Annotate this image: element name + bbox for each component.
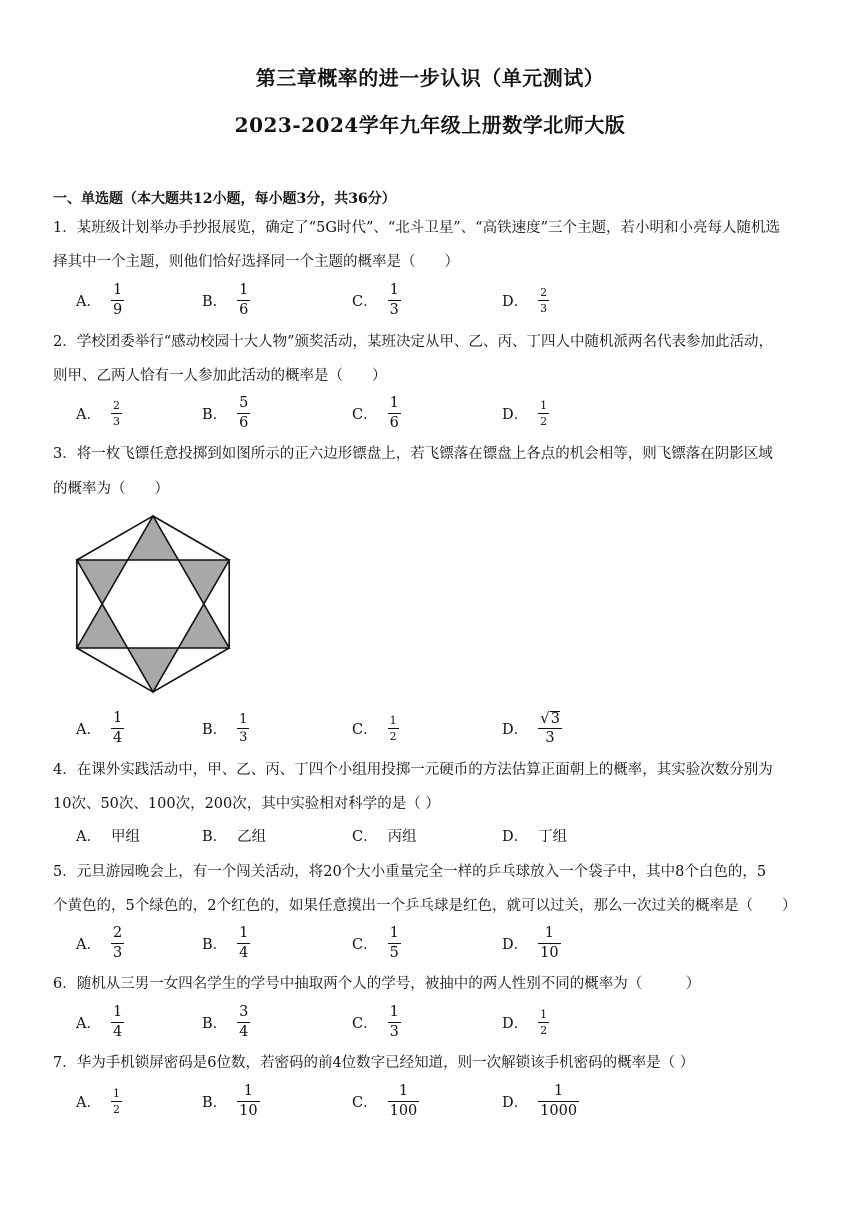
hexagon-dartboard-figure	[70, 512, 240, 696]
option-letter: D．	[502, 1015, 529, 1032]
option-text: 丁组	[538, 828, 568, 845]
denominator: 100	[389, 1102, 418, 1119]
question-6-line-1: 6．随机从三男一女四名学生的学号中抽取两个人的学号，被抽中的两人性别不同的概率为（ ）	[53, 976, 701, 992]
option-d[interactable]	[502, 923, 561, 963]
option-letter: A．	[76, 406, 101, 423]
question-6-options	[76, 1002, 776, 1042]
option-c[interactable]	[352, 923, 401, 963]
question-2-line-2: 则甲、乙两人恰有一人参加此活动的概率是（ ）	[53, 368, 387, 384]
shaded-triangle	[77, 560, 128, 604]
option-text: 乙组	[237, 828, 267, 845]
fraction	[538, 1009, 549, 1036]
option-d[interactable]	[502, 708, 562, 748]
denominator: 5	[389, 944, 399, 961]
question-2-options	[76, 393, 776, 433]
option-a[interactable]	[76, 393, 122, 433]
fraction	[237, 713, 249, 744]
question-4-options	[76, 815, 776, 855]
option-letter: A．	[76, 1015, 101, 1032]
option-b[interactable]	[202, 1081, 260, 1121]
fraction	[111, 283, 124, 317]
denominator: 1000	[540, 1102, 578, 1119]
denominator: 3	[112, 944, 123, 961]
fraction	[237, 1084, 259, 1118]
fraction	[388, 715, 399, 742]
shaded-triangle	[77, 604, 128, 648]
denominator: 2	[112, 1102, 120, 1116]
option-d[interactable]	[502, 393, 549, 433]
option-letter: B．	[202, 828, 228, 845]
option-b[interactable]	[202, 1002, 250, 1042]
option-a[interactable]	[76, 1002, 124, 1042]
question-4-line-1: 4．在课外实践活动中，甲、乙、丙、丁四个小组用投掷一元硬币的方法估算正面朝上的概率，其实验次数分别为	[53, 762, 773, 778]
fraction	[237, 926, 250, 960]
option-letter: A．	[76, 936, 101, 953]
fraction	[538, 711, 562, 746]
option-d[interactable]	[502, 1002, 549, 1042]
option-text: 丙组	[387, 828, 417, 845]
radicand: 3	[550, 710, 560, 727]
numerator: 1	[544, 925, 554, 941]
option-letter: C．	[352, 1015, 378, 1032]
option-a[interactable]	[76, 1081, 122, 1121]
question-1-options	[76, 280, 776, 320]
denominator: 4	[239, 944, 249, 961]
denominator: 3	[389, 1023, 399, 1040]
denominator: 4	[239, 1023, 249, 1040]
numerator: 1	[540, 1007, 548, 1021]
fraction	[237, 283, 250, 317]
option-b[interactable]	[202, 923, 250, 963]
numerator: 1	[112, 282, 123, 298]
fraction	[388, 396, 401, 430]
option-letter: B．	[202, 936, 228, 953]
option-c[interactable]	[352, 708, 399, 748]
option-d[interactable]	[502, 1081, 579, 1121]
numerator: 2	[112, 398, 120, 412]
option-b[interactable]	[202, 393, 250, 433]
numerator: 1	[398, 1083, 409, 1099]
denominator: 3	[389, 301, 399, 318]
option-letter: C．	[352, 828, 378, 845]
question-1-line-1: 1．某班级计划举办手抄报展览，确定了“5G时代”、“北斗卫星”、“高铁速度”三个主题，若小明和小亮每人随机选	[53, 220, 781, 236]
option-b[interactable]	[202, 708, 249, 748]
fraction	[111, 400, 122, 427]
section-heading: 一、单选题（本大题共12小题，每小题3分，共36分）	[53, 191, 396, 207]
denominator: 2	[389, 729, 397, 743]
option-c[interactable]	[352, 393, 401, 433]
numerator: 1	[389, 713, 397, 727]
fraction	[111, 711, 124, 745]
option-letter: C．	[352, 936, 378, 953]
doc-subtitle: 2023-2024学年九年级上册数学北师大版	[234, 113, 626, 137]
numerator: 1	[553, 1083, 564, 1099]
option-letter: A．	[76, 1094, 101, 1111]
denominator: 3	[239, 729, 248, 745]
denominator: 6	[239, 414, 249, 431]
denominator: 10	[239, 1102, 258, 1119]
question-7-options	[76, 1081, 776, 1121]
denominator: 9	[112, 301, 123, 318]
numerator: 1	[239, 282, 249, 298]
question-2-line-1: 2．学校团委举行“感动校园十大人物”颁奖活动，某班决定从甲、乙、丙、丁四人中随机派两名代表参加此活动，	[53, 334, 774, 350]
fraction	[111, 1088, 122, 1115]
option-b[interactable]	[202, 280, 250, 320]
option-a[interactable]	[76, 708, 124, 748]
numerator: 1	[389, 395, 399, 411]
shaded-triangle	[128, 516, 179, 560]
option-letter: B．	[202, 1015, 228, 1032]
numerator: 2	[112, 925, 123, 941]
denominator: 2	[540, 1023, 548, 1037]
shaded-triangle	[178, 560, 229, 604]
option-text: 甲组	[110, 828, 140, 845]
option-letter: D．	[502, 828, 529, 845]
question-5-line-1: 5．元旦游园晚会上，有一个闯关活动，将20个大小重量完全一样的乒乓球放入一个袋子中，其中8个白色的，5	[53, 864, 767, 880]
denominator: 2	[540, 414, 548, 428]
option-letter: A．	[76, 293, 101, 310]
fraction	[538, 926, 560, 960]
option-letter: C．	[352, 1094, 378, 1111]
question-1-line-2: 择其中一个主题，则他们恰好选择同一个主题的概率是（ ）	[53, 254, 459, 270]
numerator: 1	[540, 398, 548, 412]
denominator: 3	[112, 414, 120, 428]
option-letter: D．	[502, 721, 529, 738]
fraction	[538, 287, 549, 314]
option-letter: D．	[502, 936, 529, 953]
question-7-line-1: 7．华为手机锁屏密码是6位数，若密码的前4位数字已经知道，则一次解锁该手机密码的概率是（ ）	[53, 1055, 695, 1071]
numerator: 1	[239, 711, 248, 727]
fraction	[538, 400, 549, 427]
option-letter: A．	[76, 828, 101, 845]
denominator: 10	[540, 944, 559, 961]
numerator: 1	[112, 1004, 123, 1020]
numerator: 5	[239, 395, 249, 411]
option-c[interactable]	[352, 280, 401, 320]
option-a[interactable]	[76, 923, 124, 963]
fraction	[388, 1005, 401, 1039]
denominator: 4	[112, 1023, 123, 1040]
numerator: 2	[540, 285, 548, 299]
sqrt-icon: √	[540, 709, 550, 727]
option-letter: C．	[352, 293, 378, 310]
denominator: 6	[389, 414, 399, 431]
numerator: 1	[389, 925, 399, 941]
fraction	[111, 1005, 124, 1039]
option-letter: A．	[76, 721, 101, 738]
numerator: 1	[112, 1086, 120, 1100]
question-4-line-2: 10次、50次、100次，200次，其中实验相对科学的是（ ）	[53, 796, 440, 812]
numerator: 1	[239, 925, 249, 941]
option-letter: D．	[502, 293, 529, 310]
numerator: 1	[389, 282, 399, 298]
option-a[interactable]	[76, 815, 140, 855]
fraction	[388, 1084, 420, 1118]
doc-title: 第三章概率的进一步认识（单元测试）	[255, 66, 605, 90]
option-b[interactable]	[202, 815, 266, 855]
option-c[interactable]	[352, 1002, 401, 1042]
fraction	[388, 283, 401, 317]
option-d[interactable]	[502, 815, 567, 855]
numerator: 1	[389, 1004, 399, 1020]
option-letter: C．	[352, 406, 378, 423]
option-letter: B．	[202, 721, 228, 738]
fraction	[237, 1005, 250, 1039]
numerator: 1	[243, 1083, 253, 1099]
question-5-options	[76, 923, 776, 963]
numerator: 1	[112, 710, 123, 726]
fraction	[237, 396, 250, 430]
option-c[interactable]	[352, 815, 417, 855]
option-a[interactable]	[76, 280, 124, 320]
fraction	[111, 926, 124, 960]
question-3-line-1: 3．将一枚飞镖任意投掷到如图所示的正六边形镖盘上，若飞镖落在镖盘上各点的机会相等，则飞镖落在阴影区域	[53, 446, 773, 462]
denominator: 4	[112, 729, 123, 746]
option-d[interactable]	[502, 280, 549, 320]
option-c[interactable]	[352, 1081, 419, 1121]
denominator: 6	[239, 301, 249, 318]
option-letter: B．	[202, 406, 228, 423]
numerator-sqrt	[538, 711, 562, 727]
denominator: 3	[540, 301, 548, 315]
question-3-line-2: 的概率为（ ）	[53, 481, 169, 497]
shaded-triangle	[128, 648, 179, 692]
question-5-line-2: 个黄色的，5个绿色的，2个红色的，如果任意摸出一个乒乓球是红色，就可以过关，那么一次过关的概率是（ ）	[53, 898, 797, 914]
numerator: 3	[239, 1004, 249, 1020]
option-letter: B．	[202, 1094, 228, 1111]
denominator: 3	[545, 730, 555, 746]
option-letter: D．	[502, 406, 529, 423]
option-letter: C．	[352, 721, 378, 738]
fraction	[538, 1084, 579, 1118]
option-letter: D．	[502, 1094, 529, 1111]
fraction	[388, 926, 401, 960]
shaded-triangle	[178, 604, 229, 648]
question-3-options	[76, 708, 776, 748]
option-letter: B．	[202, 293, 228, 310]
